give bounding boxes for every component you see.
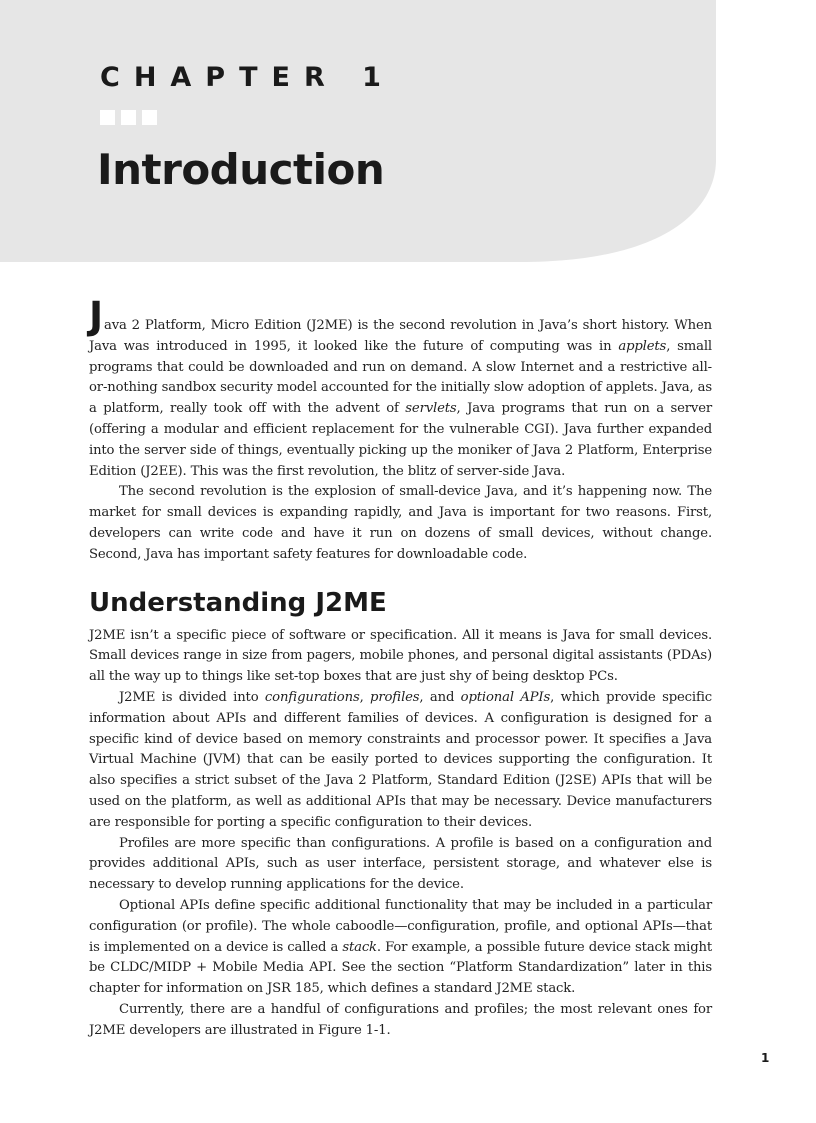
drop-cap: J (89, 294, 103, 338)
section-paragraph-1: J2ME isn’t a specific piece of software or specification. All it means is Java for small devices. Small devices range in size from pagers, mobile phones, and personal digital assistants (PDAs) all the way up to things like set-top boxes that are just shy of being desktop PCs. (89, 627, 712, 685)
chapter-label: CHAPTER 1 (100, 62, 395, 93)
square-icon (100, 110, 115, 125)
square-icon (142, 110, 157, 125)
section-paragraph-5: Currently, there are a handful of configurations and profiles; the most relevant ones for J2ME developers are illustrated in Figure 1-1. (89, 1001, 712, 1038)
square-icon (121, 110, 136, 125)
body-content (89, 294, 713, 1042)
chapter-title: Introduction (97, 145, 385, 194)
chapter-decorative-squares (100, 110, 157, 125)
intro-paragraph-1: Java 2 Platform, Micro Edition (J2ME) is the second revolution in Java’s short history. When Java was introduced in 1995, it looked like the future of computing was in applets, small programs that could be downloaded and run on demand. A slow Internet and a restrictive all-or-nothing sandbox security model accounted for the initially slow adoption of applets. Java, as a platform, really took off with the advent of servlets, Java programs that run on a server (offering a modular and efficient replacement for the vulnerable CGI). Java further expanded into the server side of things, eventually picking up the moniker of Java 2 Platform, Enterprise Edition (J2EE). This was the first revolution, the blitz of server-side Java. (89, 294, 713, 479)
page-number: 1 (761, 1051, 770, 1065)
chapter-header-band (0, 0, 816, 262)
section-heading: Understanding J2ME (89, 587, 387, 618)
section-paragraph-3: Profiles are more specific than configurations. A profile is based on a configuration and provides additional APIs, such as user interface, persistent storage, and whatever else is necessary to develop running applications for the device. (89, 835, 712, 893)
section-paragraph-4: Optional APIs define specific additional functionality that may be included in a particular configuration (or profile). The whole caboodle—configuration, profile, and optional APIs—that is implemented on a device is called a stack. For example, a possible future device stack might be CLDC/MIDP + Mobile Media API. See the section “Platform Standardization” later in this chapter for information on JSR 185, which defines a standard J2ME stack. (89, 897, 712, 997)
section-paragraph-2: J2ME is divided into configurations, profiles, and optional APIs, which provide specific information about APIs and different families of devices. A configuration is designed for a specific kind of device based on memory constraints and processor power. It specifies a Java Virtual Machine (JVM) that can be easily ported to devices supporting the configuration. It also specifies a strict subset of the Java 2 Platform, Standard Edition (J2SE) APIs that will be used on the platform, as well as additional APIs that may be necessary. Device manufacturers are responsible for porting a specific configuration to their devices. (89, 689, 712, 830)
intro-paragraph-2: The second revolution is the explosion of small-device Java, and it’s happening now. The market for small devices is expanding rapidly, and Java is important for two reasons. First, developers can write code and have it run on dozens of small devices, without change. Second, Java has important safety features for downloadable code. (89, 484, 712, 562)
